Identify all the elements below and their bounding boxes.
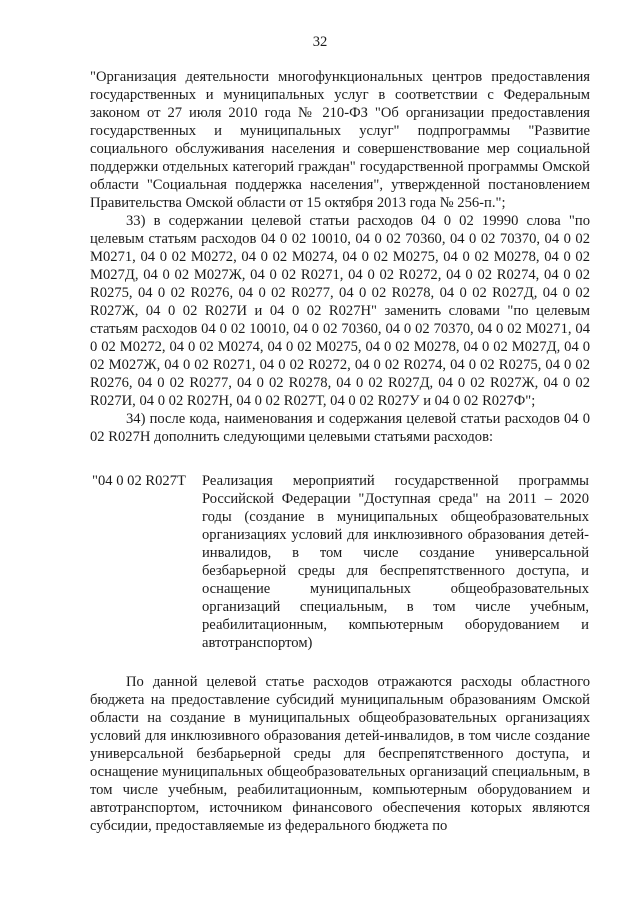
page-number: 32 [312,34,328,50]
target-article-description: Реализация мероприятий государственной программы Российской Федерации "Доступная среда" на 2011 – 2020 годы (создание в муниципальных общеобразовательных организациях условий для инклюзивного образования детей-инвалидов, в том числе создание универсальной безбарьерной среды для беспрепятственного доступа, и оснащение муниципальных общеобразовательных организаций специальным, в том числе учебным, реабилитационным, компьютерным оборудованием и автотранспортом) [202,473,589,651]
paragraph-expense-description: По данной целевой статье расходов отражаются расходы областного бюджета на предоставление субсидий муниципальным образованиям Омской области на создание в муниципальных общеобразовательных организациях условий для инклюзивного образования детей-инвалидов, в том числе создание универсальной безбарьерной среды для беспрепятственного доступа, и оснащение муниципальных общеобразовательных организаций специальным, в том числе учебным, реабилитационным, компьютерным оборудованием и автотранспортом, источником финансового обеспечения которых являются субсидии, предоставляемые из федерального бюджета по [90,674,590,834]
document-body [90,68,590,835]
paragraph-program-title: "Организация деятельности многофункциональных центров предоставления государственных и муниципальных услуг в соответствии с Федеральным законом от 27 июля 2010 года № 210-ФЗ "Об организации предоставления государственных и муниципальных услуг" подпрограммы "Развитие социального обслуживания населения и совершенствование мер социальной поддержки отдельных категорий граждан" государственной программы Омской области "Социальная поддержка населения", утвержденной постановлением Правительства Омской области от 15 октября 2013 года № 256-п."; [90,69,590,211]
target-article-entry [90,472,590,652]
target-article-code: "04 0 02 R027Т [92,473,186,489]
paragraph-item-34: 34) после кода, наименования и содержания целевой статьи расходов 04 0 02 R027Н дополнить следующими целевыми статьями расходов: [90,411,590,445]
paragraph-item-33: 33) в содержании целевой статьи расходов 04 0 02 19990 слова "по целевым статьям расходов 04 0 02 10010, 04 0 02 70360, 04 0 02 70370, 04 0 02 M0271, 04 0 02 M0272, 04 0 02 M0274, 04 0 02 M0275, 04 0 02 M0278, 04 0 02 M027Д, 04 0 02 M027Ж, 04 0 02 R0271, 04 0 02 R0272, 04 0 02 R0274, 04 0 02 R0275, 04 0 02 R0276, 04 0 02 R0277, 04 0 02 R0278, 04 0 02 R027Д, 04 0 02 R027Ж, 04 0 02 R027И и 04 0 02 R027Н" заменить словами "по целевым статьям расходов 04 0 02 10010, 04 0 02 70360, 04 0 02 70370, 04 0 02 M0271, 04 0 02 M0272, 04 0 02 M0274, 04 0 02 M0275, 04 0 02 M0278, 04 0 02 M027Д, 04 0 02 M027Ж, 04 0 02 R0271, 04 0 02 R0272, 04 0 02 R0274, 04 0 02 R0275, 04 0 02 R0276, 04 0 02 R0277, 04 0 02 R0278, 04 0 02 R027Д, 04 0 02 R027Ж, 04 0 02 R027И, 04 0 02 R027Н, 04 0 02 R027Т, 04 0 02 R027У и 04 0 02 R027Ф"; [90,213,590,409]
